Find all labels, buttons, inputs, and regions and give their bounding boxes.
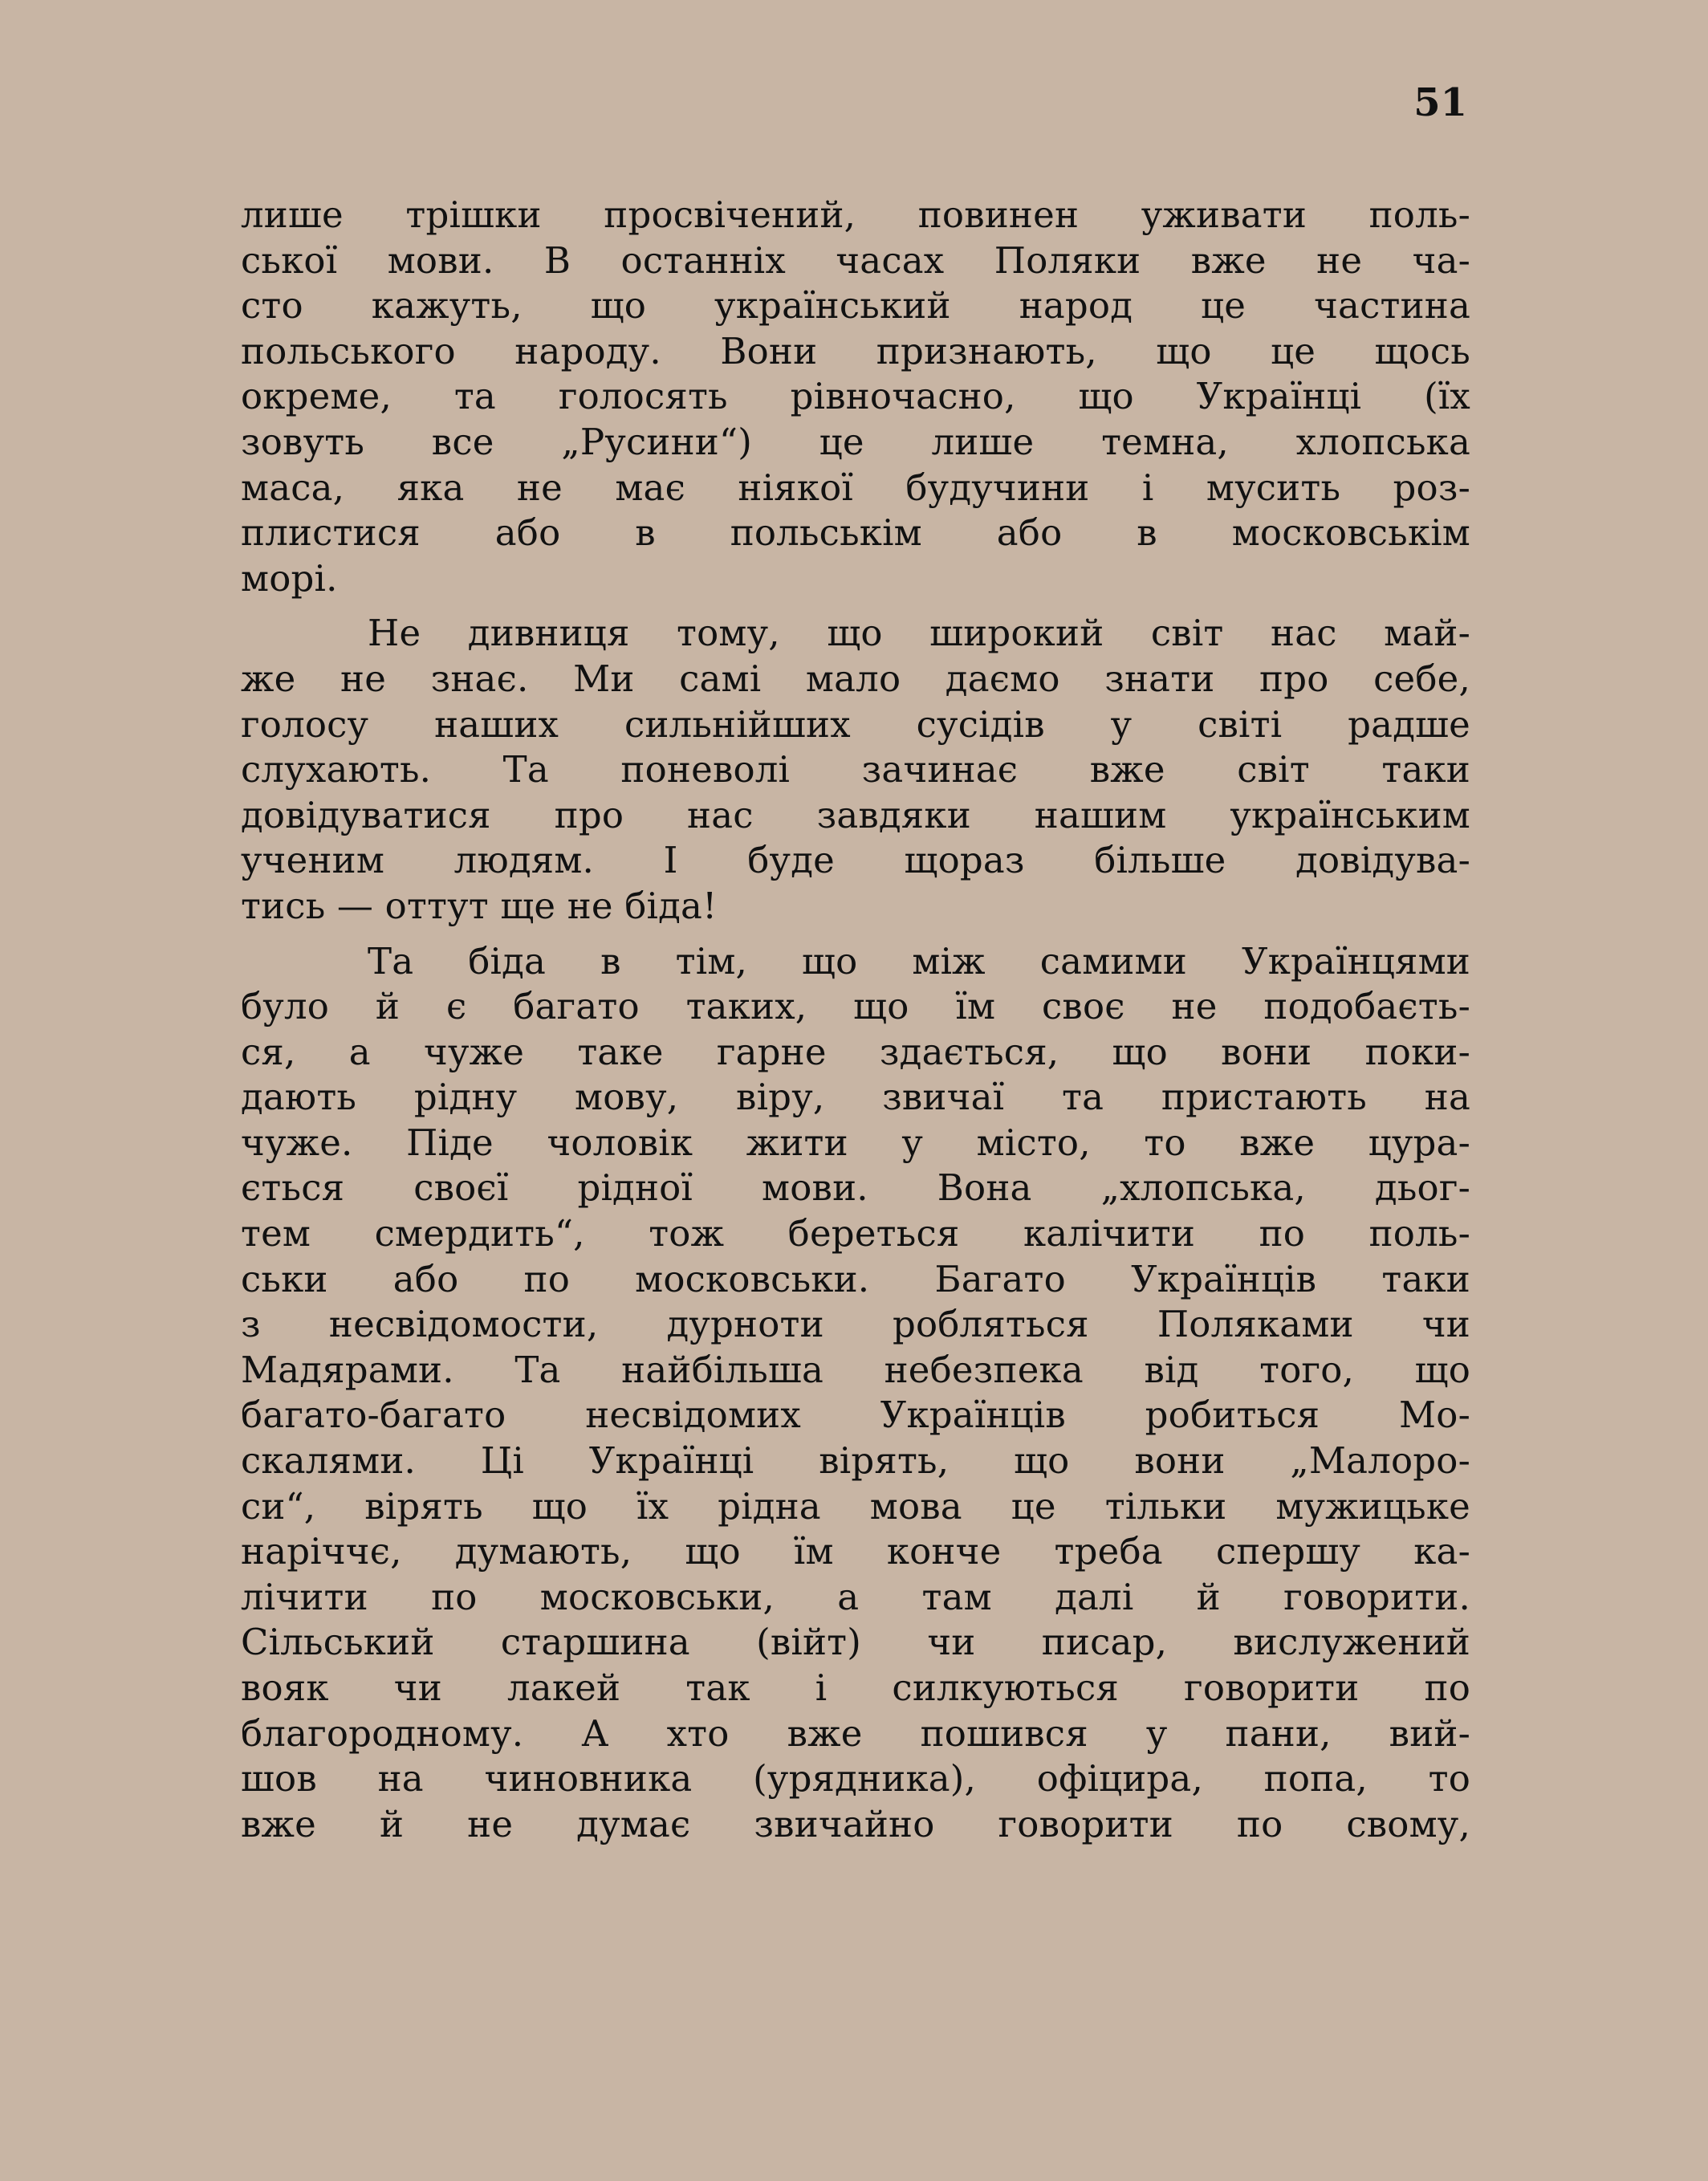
text-line: вже й не думає звичайно говорити по свому,: [241, 1802, 1470, 1845]
text-line: ської мови. В останніх часах Поляки вже не ча-: [241, 238, 1470, 282]
text-line: дають рідну мову, віру, звичаї та пристають на: [241, 1076, 1470, 1119]
text-line: чуже. Піде чоловік жити у місто, то вже цура-: [241, 1121, 1470, 1164]
text-line: багато-багато несвідомих Українців робиться Мо-: [241, 1394, 1470, 1437]
text-line: Мадярами. Та найбільша небезпека від того, що: [241, 1348, 1470, 1391]
text-line: морі.: [241, 556, 338, 600]
paragraph: [241, 193, 1470, 601]
text-line: було й є багато таких, що їм своє не подобаєть-: [241, 985, 1470, 1028]
body-text: [241, 193, 1470, 1847]
text-line: з несвідомости, дурноти робляться Поляками чи: [241, 1303, 1470, 1346]
text-line: зовуть все „Русини“) це лише темна, хлопська: [241, 420, 1470, 463]
page-number: 51: [1413, 80, 1467, 125]
text-line: лише трішки просвічений, повинен уживати поль-: [241, 193, 1470, 236]
paragraph: [241, 611, 1470, 929]
text-line: скалями. Ці Українці вірять, що вони „Малоро-: [241, 1439, 1470, 1483]
text-line: голосу наших сильнійших сусідів у світі радше: [241, 702, 1470, 746]
text-line: же не знає. Ми самі мало даємо знати про себе,: [241, 657, 1470, 700]
text-line: наріччє, думають, що їм конче треба спершу ка-: [241, 1530, 1470, 1573]
text-line: тись — оттут ще не біда!: [241, 884, 718, 927]
text-line: си“, вірять що їх рідна мова це тільки мужицьке: [241, 1484, 1470, 1528]
text-line: Сільський старшина (війт) чи писар, вислужений: [241, 1621, 1470, 1664]
text-line: маса, яка не має ніякої будучини і мусить роз-: [241, 466, 1470, 509]
text-line: слухають. Та поневолі зачинає вже світ таки: [241, 748, 1470, 791]
text-line: польського народу. Вони признають, що це щось: [241, 329, 1470, 372]
text-line: благородному. А хто вже пошився у пани, вий-: [241, 1711, 1470, 1755]
text-line: довідуватися про нас завдяки нашим українським: [241, 793, 1470, 836]
text-line: сто кажуть, що український народ це частина: [241, 284, 1470, 328]
text-line: тем смердить“, тож береться калічити по поль-: [241, 1212, 1470, 1255]
text-line: плистися або в польськім або в московськім: [241, 511, 1470, 555]
text-line: вояк чи лакей так і силкуються говорити по: [241, 1666, 1470, 1709]
text-line: ся, а чуже таке гарне здається, що вони поки-: [241, 1030, 1470, 1073]
text-line: ськи або по московськи. Багато Українців таки: [241, 1257, 1470, 1300]
text-line: окреме, та голосять рівночасно, що Українці (їх: [241, 375, 1470, 418]
text-line: ученим людям. І буде щораз більше довідува-: [241, 839, 1470, 882]
text-line: лічити по московськи, а там далі й говорити.: [241, 1575, 1470, 1618]
text-line: Та біда в тім, що між самими Українцями: [368, 939, 1470, 983]
text-line: ється своєї рідної мови. Вона „хлопська, дьог-: [241, 1166, 1470, 1210]
text-line: шов на чиновника (урядника), офіцира, попа, то: [241, 1757, 1470, 1801]
paragraph: [241, 939, 1470, 1848]
text-line: Не дивниця тому, що широкий світ нас май-: [368, 612, 1470, 655]
